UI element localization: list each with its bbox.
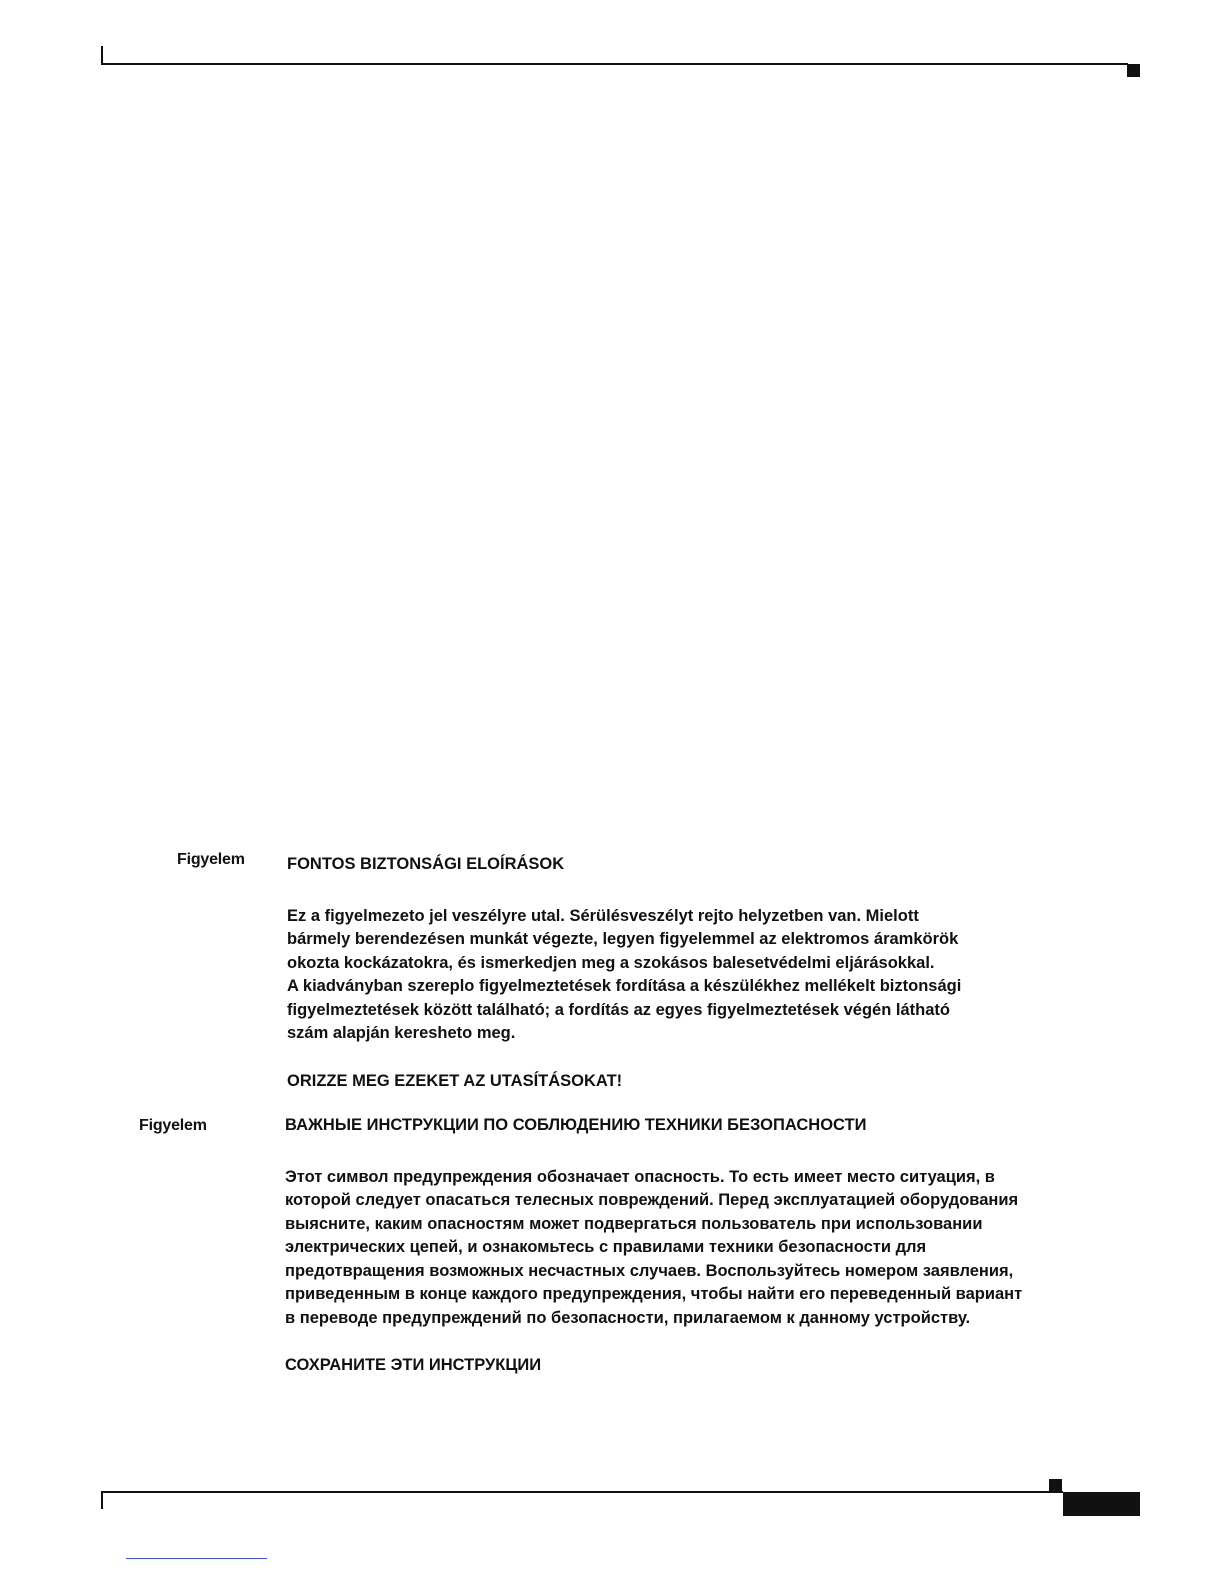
link-underline (126, 1558, 267, 1559)
warning-body-text (287, 905, 1087, 1046)
header-right-marker (1127, 64, 1140, 77)
warning-block-hungarian (287, 853, 1087, 1093)
warning-label: Figyelem (139, 1117, 207, 1134)
header-left-tick (101, 46, 103, 64)
warning-body-line: Ez a figyelmezeto jel veszélyre utal. Sérülésveszélyt rejto helyzetben van. Mielott (287, 906, 919, 925)
warning-body-line: szám alapján kereshetо meg. (287, 1024, 516, 1042)
warning-block-russian (285, 1114, 1135, 1378)
warning-body-line: предотвращения возможных несчастных случаев. Воспользуйтесь номером заявления, (285, 1261, 1014, 1280)
warning-body-line: выясните, каким опасностям может подвергаться пользователь при использовании (285, 1214, 983, 1233)
warning-body-line: Этот символ предупреждения обозначает опасность. То есть имеет место ситуация, в (285, 1167, 995, 1186)
warning-body-line: в переводе предупреждений по безопасности, прилагаемом к данному устройству. (285, 1308, 971, 1327)
warning-heading: FONTOS BIZTONSÁGI ELOÍRÁSOK (287, 855, 565, 873)
warning-label: Figyelem (177, 851, 245, 868)
warning-body-line: которой следует опасаться телесных повреждений. Перед эксплуатацией оборудования (285, 1191, 1019, 1209)
footer-left-tick (101, 1491, 103, 1509)
warning-body-line: A kiadványban szereplo figyelmeztetések fordítása a készülékhez mellékelt biztonsági (287, 977, 962, 995)
warning-body-line: электрических цепей, и ознакомьтесь с правилами техники безопасности для (285, 1238, 927, 1256)
header-rule (101, 63, 1128, 65)
warning-footer: СОХРАНИТЕ ЭТИ ИНСТРУКЦИИ (285, 1356, 542, 1374)
footer-rule (101, 1491, 1063, 1493)
footer-page-number-box (1063, 1492, 1140, 1516)
warning-footer: ORIZZE MEG EZEKET AZ UTASÍTÁSOKAT! (287, 1071, 623, 1090)
warning-body-line: bármely berendezésen munkát végezte, legyen figyelemmel az elektromos áramkörök (287, 930, 959, 948)
warning-body-line: okozta kockázatokra, és ismerkedjen meg a szokásos balesetvédelmi eljárásokkal. (287, 953, 935, 972)
warning-body-line: figyelmeztetések között található; a fordítás az egyes figyelmeztetések végén látható (287, 1000, 950, 1019)
warning-body-text (285, 1166, 1135, 1331)
warning-body-line: приведенным в конце каждого предупреждения, чтобы найти его переведенный вариант (285, 1285, 1023, 1303)
warning-heading: ВАЖНЫЕ ИНСТРУКЦИИ ПО СОБЛЮДЕНИЮ ТЕХНИКИ БЕЗОПАСНОСТИ (285, 1116, 867, 1134)
